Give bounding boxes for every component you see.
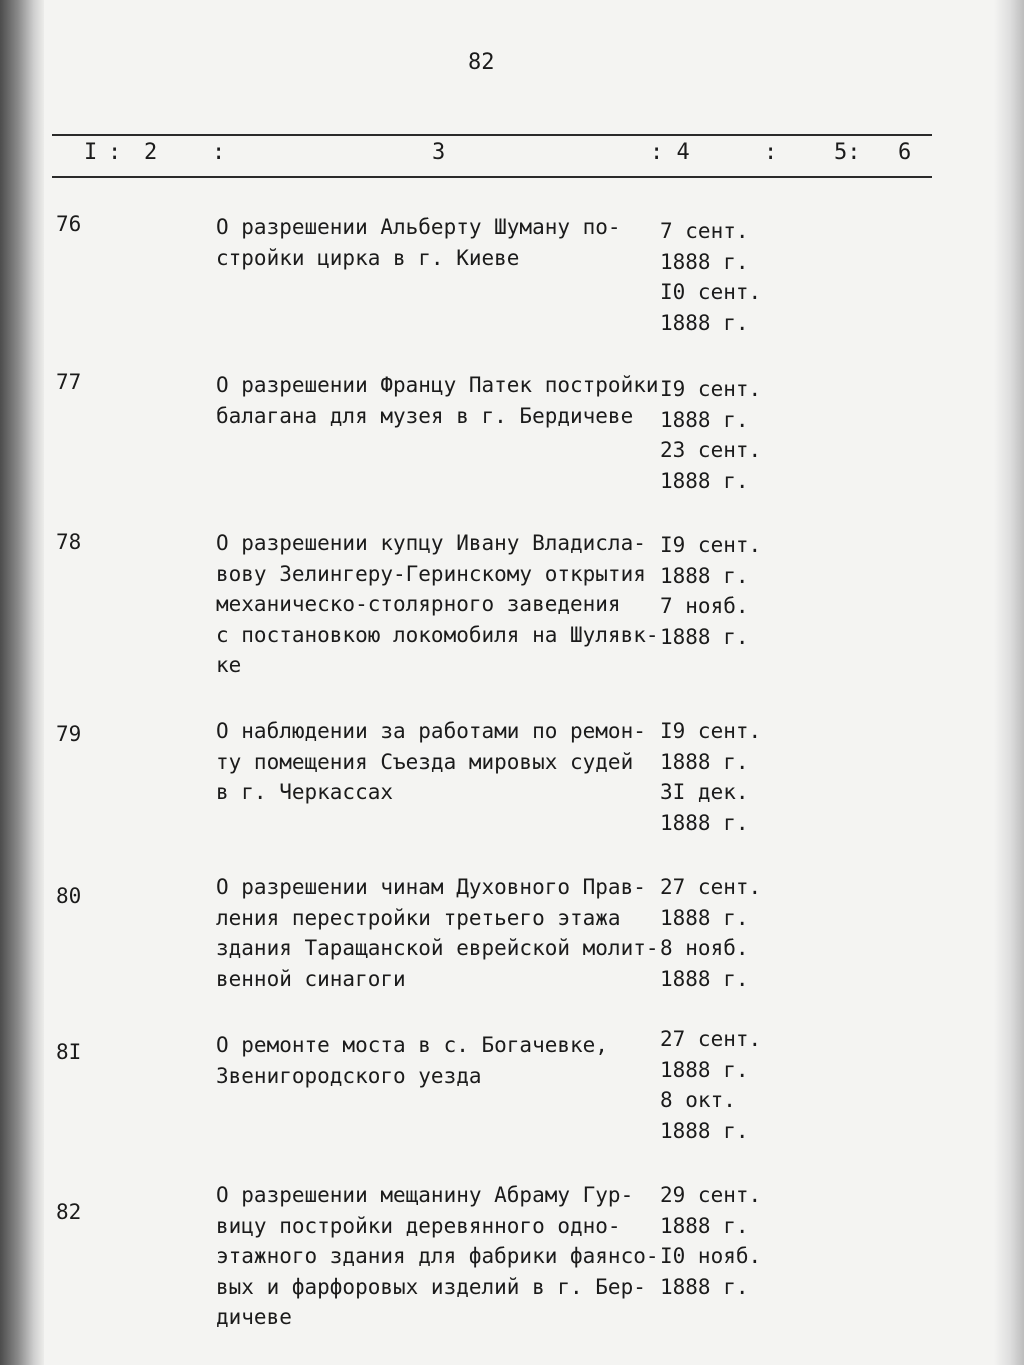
table-header-bottom-rule (52, 176, 932, 178)
column-separator: : (212, 140, 226, 165)
entry-date-line: 1888 г. (660, 966, 749, 991)
column-header-3: 3 (432, 140, 446, 165)
entry-title-line: с постановкою локомобиля на Шулявк- (216, 622, 659, 647)
entry-date-line: 1888 г. (660, 905, 749, 930)
entry-number: 77 (56, 370, 82, 394)
entry-date-line: 1888 г. (660, 563, 749, 588)
entry-title-line: дичеве (216, 1305, 292, 1329)
entry-title-line: ту помещения Съезда мировых судей (216, 749, 634, 774)
page-fold-shadow (0, 0, 44, 1365)
entry-date-line: 1888 г. (660, 310, 749, 335)
entry-title-line: этажного здания для фабрики фаянсо- (216, 1244, 659, 1268)
entry-date-line: 27 сент. (660, 1027, 762, 1051)
entry-title (216, 1030, 662, 1091)
table-header-top-rule (52, 134, 932, 136)
entry-title-line: балагана для музея в г. Бердичеве (216, 403, 634, 428)
entry-title-line: О разрешении Францу Патек постройки (216, 373, 659, 397)
entry-title-line: ления перестройки третьего этажа (216, 905, 621, 930)
entry-date-line: 1888 г. (660, 407, 749, 432)
entry-dates (660, 216, 770, 338)
column-header-5: 5: (834, 140, 861, 165)
entry-title-line: О разрешении мещанину Абраму Гур- (216, 1183, 634, 1207)
entry-date-line: 7 нояб. (660, 594, 749, 618)
entry-dates (660, 716, 770, 838)
entry-title-line: здания Таращанской еврейской молит- (216, 936, 659, 960)
entry-title (216, 370, 662, 431)
entry-title (216, 716, 662, 808)
entry-date-line: 27 сент. (660, 875, 762, 899)
entry-number: 8I (56, 1040, 82, 1064)
entry-title (216, 1180, 662, 1333)
entry-date-line: I9 сент. (660, 719, 762, 743)
entry-date-line: I0 нояб. (660, 1244, 762, 1268)
page-number: 82 (468, 50, 495, 75)
column-header-4: : 4 (650, 140, 690, 165)
entry-title-line: в г. Черкассах (216, 780, 394, 804)
column-header-1: I (84, 140, 98, 165)
column-separator: : (108, 140, 122, 165)
entry-date-line: 3I дек. (660, 780, 749, 804)
entry-title (216, 528, 662, 681)
entry-dates (660, 1024, 770, 1146)
entry-title (216, 212, 662, 273)
entry-date-line: 1888 г. (660, 624, 749, 649)
entry-date-line: 7 сент. (660, 219, 749, 243)
column-header-2: 2 (144, 140, 158, 165)
entry-date-line: 1888 г. (660, 1213, 749, 1238)
entry-title-line: О разрешении купцу Ивану Владисла- (216, 531, 646, 555)
entry-number: 80 (56, 884, 82, 908)
entry-dates (660, 1180, 770, 1302)
entry-title-line: ке (216, 653, 242, 677)
entry-date-line: I9 сент. (660, 533, 762, 557)
entry-title-line: О наблюдении за работами по ремон- (216, 719, 646, 743)
entry-date-line: 1888 г. (660, 749, 749, 774)
entry-date-line: I9 сент. (660, 377, 762, 401)
entry-date-line: 1888 г. (660, 1057, 749, 1082)
entry-title-line: венной синагоги (216, 966, 406, 991)
page-edge-shadow (994, 0, 1024, 1365)
entry-title-line: вицу постройки деревянного одно- (216, 1213, 621, 1238)
entry-date-line: 1888 г. (660, 468, 749, 493)
entry-title-line: вову Зелингеру-Геринскому открытия (216, 561, 646, 586)
entry-number: 78 (56, 530, 82, 554)
entry-date-line: 29 сент. (660, 1183, 762, 1207)
entry-dates (660, 872, 770, 994)
bleed-through-texture (214, 268, 634, 329)
entry-date-line: 23 сент. (660, 438, 762, 462)
entry-title-line: О ремонте моста в с. Богачевке, (216, 1033, 608, 1057)
entry-title-line: Звенигородского уезда (216, 1063, 482, 1088)
entry-title (216, 872, 662, 994)
entry-title-line: механическо-столярного заведения (216, 592, 621, 616)
entry-title-line: О разрешении чинам Духовного Прав- (216, 875, 646, 899)
entry-title-line: вых и фарфоровых изделий в г. Бер- (216, 1274, 646, 1299)
entry-date-line: 1888 г. (660, 1118, 749, 1143)
column-header-6: 6 (898, 140, 912, 165)
entry-date-line: 1888 г. (660, 810, 749, 835)
entry-title-line: О разрешении Альберту Шуману по- (216, 215, 621, 239)
entry-dates (660, 530, 770, 652)
entry-number: 76 (56, 212, 82, 236)
entry-date-line: 1888 г. (660, 1274, 749, 1299)
column-separator: : (764, 140, 778, 165)
entry-title-line: стройки цирка в г. Киеве (216, 245, 520, 270)
entry-number: 79 (56, 722, 82, 746)
entry-date-line: 8 нояб. (660, 936, 749, 960)
entry-dates (660, 374, 770, 496)
entry-date-line: I0 сент. (660, 280, 762, 304)
entry-number: 82 (56, 1200, 82, 1224)
entry-date-line: 8 окт. (660, 1088, 736, 1112)
entry-date-line: 1888 г. (660, 249, 749, 274)
